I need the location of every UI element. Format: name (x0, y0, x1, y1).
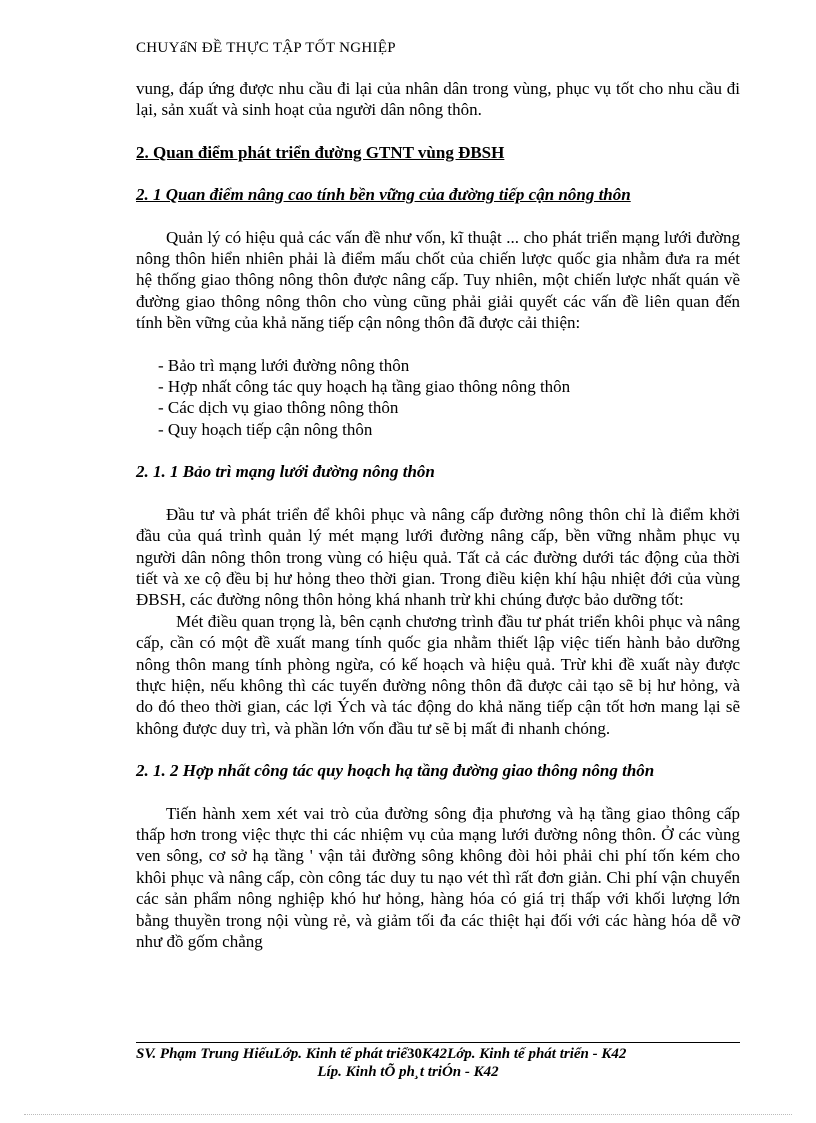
list-item: - Hợp nhất công tác quy hoạch hạ tầng giao thông nông thôn (158, 377, 571, 397)
footer-line-1 (136, 1046, 626, 1063)
list-item: - Bảo trì mạng lưới đường nông thôn (158, 355, 410, 375)
page-bottom-border (24, 1114, 792, 1115)
footer-class-a: Lớp. Kinh tế phát triể (273, 1046, 408, 1062)
section-heading-2-1: 2. 1 Quan điểm nâng cao tính bền vững của đường tiếp cận nông thôn (136, 185, 631, 205)
footer-class-c: Lớp. Kinh tế phát triển - K42 (447, 1046, 627, 1062)
list-item: - Các dịch vụ giao thông nông thôn (158, 398, 399, 418)
document-body (136, 78, 740, 952)
footer-author: SV. Phạm Trung Hiếu (136, 1046, 274, 1062)
paragraph-2-1-1a: Đầu tư và phát triển để khôi phục và nâng cấp đường nông thôn chỉ là điểm khởi đầu của quá trình quản lý mét mạng lưới đường nâng cấp, bền vững nhằm phục vụ người dân nông thôn trong vùng có hiệu quả. Tất cả các đường dưới tác động của thời tiết và xe cộ đều bị hư hỏng theo thời gian. Trong điều kiện khí hậu nhiệt đới của vùng ĐBSH, các đường nông thôn hỏng khá nhanh trừ khi chúng được bảo dưỡng tốt: (136, 504, 740, 610)
paragraph-2-1: Quản lý có hiệu quả các vấn đề như vốn, kĩ thuật ... cho phát triển mạng lưới đường nông thôn hiển nhiên phải là điểm mấu chốt của chiến lược quốc gia nhằm đưa ra mét hệ thống giao thông nông thôn được nâng cấp. Tuy nhiên, một chiến lược nhất quán về đường giao thông nông thôn cho vùng cũng phải giải quyết các vấn đề liên quan đến tính bền vững của khả năng tiếp cận nông thôn đã được cải thiện: (136, 227, 740, 333)
section-heading-2: 2. Quan điểm phát triển đường GTNT vùng ĐBSH (136, 142, 505, 162)
section-heading-2-1-2: 2. 1. 2 Hợp nhất công tác quy hoạch hạ tầng đường giao thông nông thôn (136, 761, 655, 781)
page-header: CHUYấN ĐỀ THỰC TẬP TỐT NGHIỆP (136, 40, 396, 56)
footer-class-b: K42 (422, 1046, 448, 1062)
footer-divider (136, 1042, 740, 1043)
page-number: 30 (407, 1046, 423, 1062)
bullet-list (136, 355, 740, 441)
list-item: - Quy hoạch tiếp cận nông thôn (158, 419, 373, 439)
footer-line-2: Líp. Kinh tÕ ph¸t triÓn - K42 (317, 1064, 499, 1080)
section-heading-2-1-1: 2. 1. 1 Bảo trì mạng lưới đường nông thôn (136, 462, 435, 482)
paragraph-2-1-2: Tiến hành xem xét vai trò của đường sông địa phương và hạ tầng giao thông cấp thấp hơn trong việc thực thi các nhiệm vụ của mạng lưới đường nông thôn. Ở các vùng ven sông, cơ sở hạ tầng ' vận tải đường sông không đòi hỏi phải chi phí tốn kém cho khôi phục và nâng cấp, còn công tác duy tu nạo vét thì rất đơn giản. Chi phí vận chuyển các sản phẩm nông nghiệp khó hư hỏng, hàng hóa có giá trị thấp với khối lượng lớn bằng thuyền trong nội vùng rẻ, và giảm tối đa các thiệt hại đối với các hàng hóa dễ vỡ như đồ gốm chẳng (136, 803, 740, 951)
intro-paragraph: vung, đáp ứng được nhu cầu đi lại của nhân dân trong vùng, phục vụ tốt cho nhu cầu đi lại, sản xuất và sinh hoạt của người dân nông thôn. (136, 79, 740, 120)
paragraph-2-1-1b: Mét điều quan trọng là, bên cạnh chương trình đầu tư phát triển khôi phục và nâng cấp, cần có một đề xuất mang tính quốc gia nhằm thiết lập việc tiến hành bảo dưỡng nông thôn mang tính phòng ngừa, có kế hoạch và hiệu quả. Trừ khi đề xuất này được thực hiện, nếu không thì các tuyến đường nông thôn đã được cải tạo sẽ bị hư hỏng, và do đó theo thời gian, các lợi Ých và tác động do khả năng tiếp cận tốt hơn mang lại sẽ không được duy trì, và phần lớn vốn đầu tư sẽ bị mất đi nhanh chóng. (136, 611, 740, 738)
